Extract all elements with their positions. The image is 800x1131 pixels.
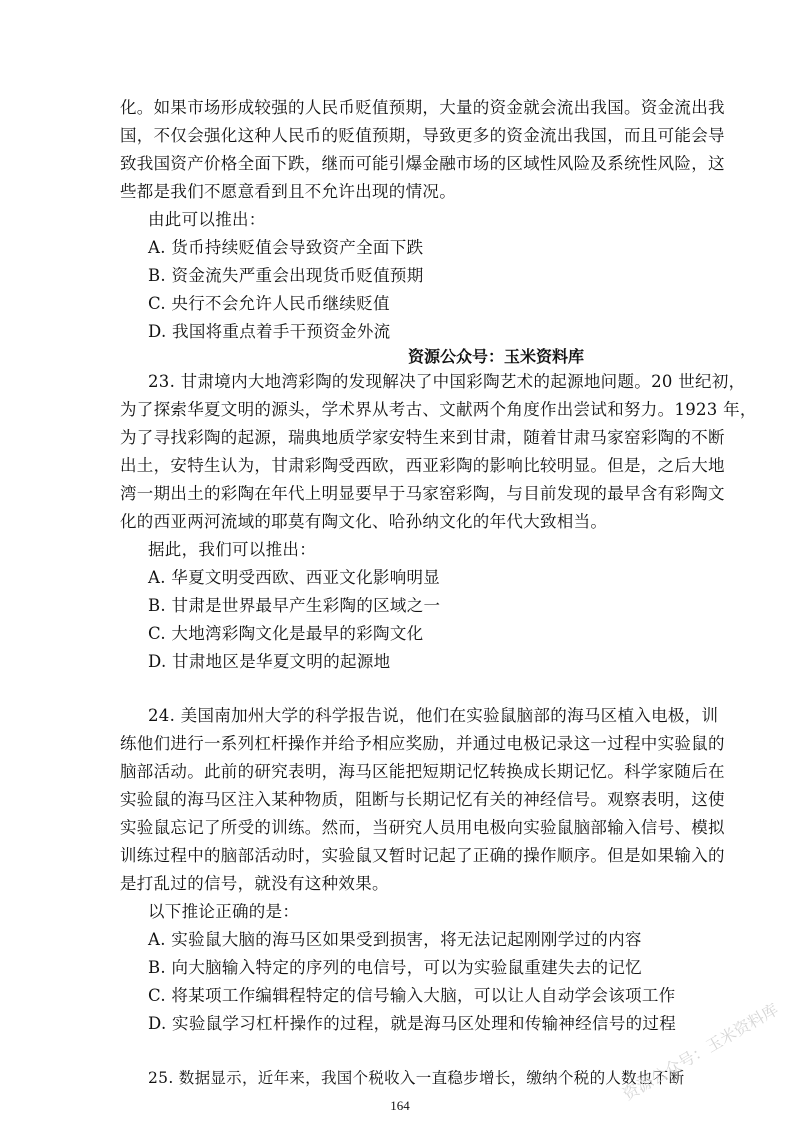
q22-line-3: 致我国资产价格全面下跌，继而可能引爆金融市场的区域性风险及系统性风险，这 xyxy=(120,154,725,173)
q23-option-b: B. 甘肃是世界最早产生彩陶的区域之一 xyxy=(148,596,441,615)
q23-option-a: A. 华夏文明受西欧、西亚文化影响明显 xyxy=(148,568,441,587)
q23-line-5: 湾一期出土的彩陶在年代上明显要早于马家窑彩陶，与目前发现的最早含有彩陶文 xyxy=(120,484,725,503)
q24-line-3: 脑部活动。此前的研究表明，海马区能把短期记忆转换成长期记忆。科学家随后在 xyxy=(120,762,725,781)
q22-option-c: C. 央行不会允许人民币继续贬值 xyxy=(148,294,390,313)
q24-line-6: 训练过程中的脑部活动时，实验鼠又暂时记起了正确的操作顺序。但是如果输入的 xyxy=(120,846,725,865)
q25-line-1: 25. 数据显示，近年来，我国个税收入一直稳步增长，缴纳个税的人数也不断 xyxy=(148,1069,685,1087)
q24-line-2: 练他们进行一系列杠杆操作并给予相应奖励，并通过电极记录这一过程中实验鼠的 xyxy=(120,734,725,753)
q24-line-4: 实验鼠的海马区注入某种物质，阻断与长期记忆有关的神经信号。观察表明，这使 xyxy=(120,790,725,809)
q23-prompt: 据此，我们可以推出： xyxy=(148,540,316,559)
q23-option-c: C. 大地湾彩陶文化是最早的彩陶文化 xyxy=(148,624,424,643)
q24-line-5: 实验鼠忘记了所受的训练。然而，当研究人员用电极向实验鼠脑部输入信号、模拟 xyxy=(120,818,725,837)
q22-line-1: 化。如果市场形成较强的人民币贬值预期，大量的资金就会流出我国。资金流出我 xyxy=(120,98,725,117)
q22-option-b: B. 资金流失严重会出现货币贬值预期 xyxy=(148,266,424,285)
q23-line-4: 出土，安特生认为，甘肃彩陶受西欧，西亚彩陶的影响比较明显。但是，之后大地 xyxy=(120,456,725,475)
source-heading: 资源公众号：玉米资料库 xyxy=(408,347,585,366)
page-number: 164 xyxy=(390,1098,410,1113)
q22-line-4: 些都是我们不愿意看到且不允许出现的情况。 xyxy=(120,182,456,201)
q24-line-1: 24. 美国南加州大学的科学报告说，他们在实验鼠脑部的海马区植入电极，训 xyxy=(148,706,719,725)
q23-line-2: 为了探索华夏文明的源头，学术界从考古、文献两个角度作出尝试和努力。1923 年， xyxy=(120,400,757,419)
q24-option-a: A. 实验鼠大脑的海马区如果受到损害，将无法记起刚刚学过的内容 xyxy=(148,930,642,949)
q23-line-6: 化的西亚两河流域的耶莫有陶文化、哈孙纳文化的年代大致相当。 xyxy=(120,512,608,531)
q23-line-3: 为了寻找彩陶的起源，瑞典地质学家安特生来到甘肃，随着甘肃马家窑彩陶的不断 xyxy=(120,428,725,447)
q22-option-a: A. 货币持续贬值会导致资产全面下跌 xyxy=(148,238,424,257)
q24-option-d: D. 实验鼠学习杠杆操作的过程，就是海马区处理和传输神经信号的过程 xyxy=(148,1014,677,1033)
q24-prompt: 以下推论正确的是： xyxy=(148,902,300,921)
q24-option-c: C. 将某项工作编辑程特定的信号输入大脑，可以让人自动学会该项工作 xyxy=(148,986,676,1005)
q22-line-2: 国，不仅会强化这种人民币的贬值预期，导致更多的资金流出我国，而且可能会导 xyxy=(120,126,725,145)
watermark: 资源公众号：玉米资料库 xyxy=(619,999,782,1105)
q22-option-d: D. 我国将重点着手干预资金外流 xyxy=(148,322,391,341)
q24-option-b: B. 向大脑输入特定的序列的电信号，可以为实验鼠重建失去的记忆 xyxy=(148,958,642,977)
q24-line-7: 是打乱过的信号，就没有这种效果。 xyxy=(120,874,389,893)
q23-option-d: D. 甘肃地区是华夏文明的起源地 xyxy=(148,652,391,671)
q23-line-1: 23. 甘肃境内大地湾彩陶的发现解决了中国彩陶艺术的起源地问题。20 世纪初， xyxy=(148,372,746,391)
q22-prompt: 由此可以推出： xyxy=(148,210,266,229)
